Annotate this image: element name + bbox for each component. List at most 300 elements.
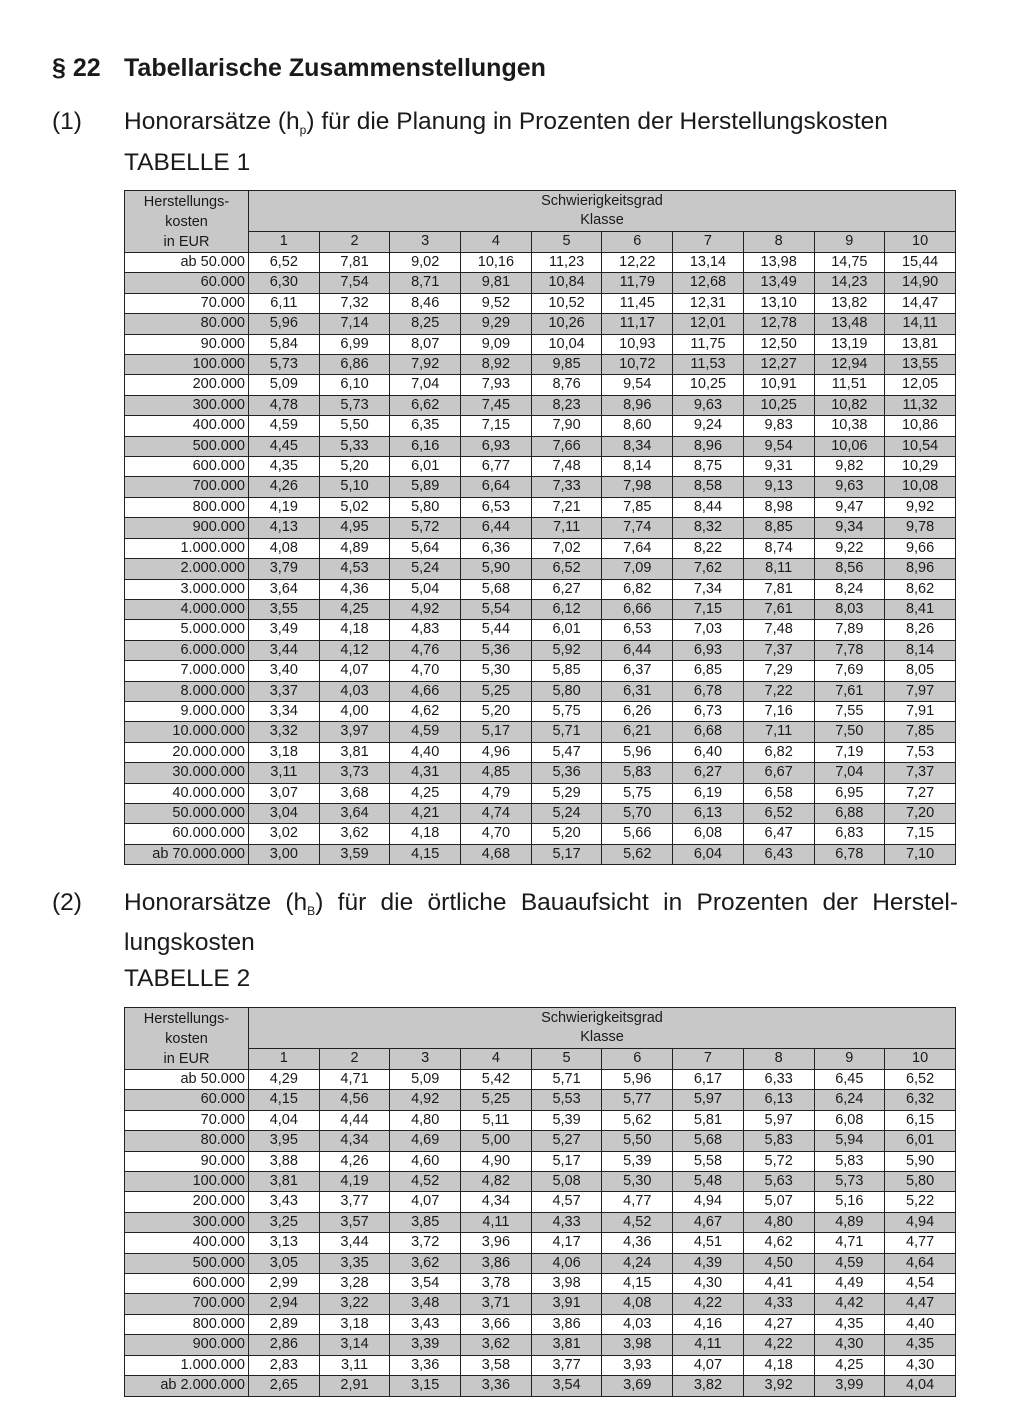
table-row <box>125 416 956 436</box>
rate-cell: 7,15 <box>885 824 956 844</box>
rate-cell: 6,19 <box>673 783 744 803</box>
rate-cell: 4,56 <box>319 1090 390 1110</box>
rate-cell: 4,08 <box>249 538 320 558</box>
rate-cell: 11,79 <box>602 273 673 293</box>
rate-cell: 4,77 <box>602 1192 673 1212</box>
rate-cell: 7,04 <box>390 375 461 395</box>
table-row <box>125 1192 956 1212</box>
rate-cell: 4,76 <box>390 640 461 660</box>
rate-cell: 6,26 <box>602 701 673 721</box>
rate-cell: 3,14 <box>319 1335 390 1355</box>
table-row <box>125 1212 956 1232</box>
rate-cell: 13,14 <box>673 253 744 273</box>
rate-cell: 4,62 <box>390 701 461 721</box>
rate-cell: 4,16 <box>673 1314 744 1334</box>
rate-cell: 7,97 <box>885 681 956 701</box>
cost-cell: 500.000 <box>125 436 249 456</box>
rate-cell: 5,24 <box>531 803 602 823</box>
cost-cell: 3.000.000 <box>125 579 249 599</box>
cost-cell: 200.000 <box>125 1192 249 1212</box>
table-row <box>125 334 956 354</box>
rate-cell: 13,48 <box>814 314 885 334</box>
rate-cell: 15,44 <box>885 253 956 273</box>
rate-cell: 8,34 <box>602 436 673 456</box>
rate-cell: 6,44 <box>461 518 532 538</box>
rate-cell: 10,54 <box>885 436 956 456</box>
rate-cell: 7,09 <box>602 559 673 579</box>
rate-cell: 6,85 <box>673 661 744 681</box>
section-heading <box>52 54 546 83</box>
rate-cell: 4,79 <box>461 783 532 803</box>
rate-cell: 3,91 <box>531 1294 602 1314</box>
cost-column-header: Herstellungs- kosten in EUR <box>125 191 249 253</box>
cost-cell: 4.000.000 <box>125 599 249 619</box>
rate-cell: 3,64 <box>319 803 390 823</box>
rate-cell: 9,13 <box>743 477 814 497</box>
rate-cell: 7,85 <box>602 497 673 517</box>
rate-cell: 8,41 <box>885 599 956 619</box>
rate-cell: 2,89 <box>249 1314 320 1334</box>
rate-cell: 7,61 <box>814 681 885 701</box>
rate-cell: 4,30 <box>673 1274 744 1294</box>
table-row <box>125 1376 956 1396</box>
rate-cell: 6,44 <box>602 640 673 660</box>
rate-cell: 9,63 <box>673 395 744 415</box>
rate-cell: 5,96 <box>602 742 673 762</box>
rate-cell: 4,35 <box>814 1314 885 1334</box>
rate-cell: 4,34 <box>461 1192 532 1212</box>
class-header-6: 6 <box>602 1048 673 1069</box>
rate-cell: 4,59 <box>390 722 461 742</box>
rate-cell: 5,53 <box>531 1090 602 1110</box>
rate-cell: 7,78 <box>814 640 885 660</box>
class-header-2: 2 <box>319 231 390 252</box>
rate-cell: 4,77 <box>885 1233 956 1253</box>
rate-cell: 5,92 <box>531 640 602 660</box>
rate-cell: 4,18 <box>390 824 461 844</box>
rate-cell: 4,47 <box>885 1294 956 1314</box>
rate-cell: 3,96 <box>461 1233 532 1253</box>
rate-cell: 5,72 <box>390 518 461 538</box>
cost-cell: 1.000.000 <box>125 1355 249 1375</box>
cost-cell: 100.000 <box>125 1172 249 1192</box>
rate-cell: 2,91 <box>319 1376 390 1396</box>
table-row <box>125 1151 956 1171</box>
rate-cell: 5,68 <box>673 1131 744 1151</box>
rate-cell: 6,83 <box>814 824 885 844</box>
rate-cell: 6,04 <box>673 844 744 864</box>
rate-cell: 11,23 <box>531 253 602 273</box>
rate-cell: 2,99 <box>249 1274 320 1294</box>
rate-cell: 4,69 <box>390 1131 461 1151</box>
rate-cell: 10,52 <box>531 293 602 313</box>
rate-cell: 5,48 <box>673 1172 744 1192</box>
rate-cell: 9,54 <box>602 375 673 395</box>
rate-cell: 3,59 <box>319 844 390 864</box>
table-row <box>125 1233 956 1253</box>
cost-cell: 7.000.000 <box>125 661 249 681</box>
rate-cell: 7,81 <box>743 579 814 599</box>
table-2 <box>124 1007 956 1397</box>
rate-cell: 7,11 <box>531 518 602 538</box>
rate-cell: 3,98 <box>531 1274 602 1294</box>
rate-cell: 5,62 <box>602 844 673 864</box>
rate-cell: 5,20 <box>319 457 390 477</box>
cost-cell: ab 2.000.000 <box>125 1376 249 1396</box>
rate-cell: 4,26 <box>249 477 320 497</box>
rate-cell: 10,25 <box>673 375 744 395</box>
rate-cell: 6,52 <box>885 1070 956 1090</box>
rate-cell: 7,55 <box>814 701 885 721</box>
class-header-2: 2 <box>319 1048 390 1069</box>
rate-cell: 8,44 <box>673 497 744 517</box>
rate-cell: 9,24 <box>673 416 744 436</box>
rate-cell: 8,76 <box>531 375 602 395</box>
rate-cell: 3,64 <box>249 579 320 599</box>
rate-cell: 5,08 <box>531 1172 602 1192</box>
class-header-7: 7 <box>673 231 744 252</box>
rate-cell: 4,15 <box>390 844 461 864</box>
rate-cell: 4,17 <box>531 1233 602 1253</box>
rate-cell: 9,63 <box>814 477 885 497</box>
rate-cell: 4,06 <box>531 1253 602 1273</box>
rate-cell: 3,79 <box>249 559 320 579</box>
rate-cell: 4,50 <box>743 1253 814 1273</box>
rate-cell: 2,83 <box>249 1355 320 1375</box>
rate-cell: 3,62 <box>461 1335 532 1355</box>
rate-cell: 6,32 <box>885 1090 956 1110</box>
rate-cell: 3,62 <box>319 824 390 844</box>
rate-cell: 4,41 <box>743 1274 814 1294</box>
rate-cell: 7,91 <box>885 701 956 721</box>
rate-cell: 6,13 <box>673 803 744 823</box>
rate-cell: 4,07 <box>319 661 390 681</box>
rate-cell: 7,81 <box>319 253 390 273</box>
rate-cell: 13,82 <box>814 293 885 313</box>
rate-cell: 3,71 <box>461 1294 532 1314</box>
rate-cell: 3,93 <box>602 1355 673 1375</box>
rate-cell: 7,53 <box>885 742 956 762</box>
rate-cell: 5,25 <box>461 1090 532 1110</box>
rate-cell: 13,55 <box>885 355 956 375</box>
rate-cell: 3,85 <box>390 1212 461 1232</box>
rate-cell: 5,90 <box>885 1151 956 1171</box>
rate-cell: 8,24 <box>814 579 885 599</box>
rate-cell: 3,15 <box>390 1376 461 1396</box>
cost-cell: 100.000 <box>125 355 249 375</box>
rate-cell: 5,17 <box>531 1151 602 1171</box>
rate-cell: 6,52 <box>743 803 814 823</box>
rate-cell: 3,68 <box>319 783 390 803</box>
rate-cell: 5,83 <box>743 1131 814 1151</box>
rate-cell: 5,80 <box>885 1172 956 1192</box>
rate-cell: 11,32 <box>885 395 956 415</box>
rate-cell: 7,15 <box>461 416 532 436</box>
rate-cell: 6,21 <box>602 722 673 742</box>
rate-cell: 10,91 <box>743 375 814 395</box>
rate-cell: 3,18 <box>249 742 320 762</box>
rate-cell: 5,29 <box>531 783 602 803</box>
rate-cell: 7,92 <box>390 355 461 375</box>
rate-cell: 3,48 <box>390 1294 461 1314</box>
rate-cell: 2,94 <box>249 1294 320 1314</box>
rate-cell: 3,11 <box>249 763 320 783</box>
rate-cell: 9,85 <box>531 355 602 375</box>
rate-cell: 7,90 <box>531 416 602 436</box>
rate-cell: 5,30 <box>461 661 532 681</box>
rate-cell: 6,77 <box>461 457 532 477</box>
rate-cell: 4,71 <box>814 1233 885 1253</box>
rate-cell: 5,66 <box>602 824 673 844</box>
rate-cell: 6,62 <box>390 395 461 415</box>
rate-cell: 4,94 <box>885 1212 956 1232</box>
rate-cell: 4,66 <box>390 681 461 701</box>
rate-cell: 4,25 <box>319 599 390 619</box>
rate-cell: 6,01 <box>885 1131 956 1151</box>
rate-cell: 5,09 <box>249 375 320 395</box>
rate-cell: 4,29 <box>249 1070 320 1090</box>
rate-cell: 6,93 <box>673 640 744 660</box>
rate-cell: 12,94 <box>814 355 885 375</box>
rate-cell: 7,48 <box>743 620 814 640</box>
rate-cell: 3,92 <box>743 1376 814 1396</box>
table-2-title: TABELLE 2 <box>124 965 251 992</box>
rate-cell: 4,11 <box>461 1212 532 1232</box>
rate-cell: 4,07 <box>673 1355 744 1375</box>
table-row <box>125 355 956 375</box>
rate-cell: 11,51 <box>814 375 885 395</box>
rate-cell: 5,50 <box>602 1131 673 1151</box>
rate-cell: 5,94 <box>814 1131 885 1151</box>
rate-cell: 5,24 <box>390 559 461 579</box>
rate-cell: 3,36 <box>390 1355 461 1375</box>
rate-cell: 6,31 <box>602 681 673 701</box>
cost-cell: 5.000.000 <box>125 620 249 640</box>
table-row <box>125 253 956 273</box>
rate-cell: 6,88 <box>814 803 885 823</box>
rate-cell: 5,97 <box>673 1090 744 1110</box>
rate-cell: 2,65 <box>249 1376 320 1396</box>
table-row <box>125 1314 956 1334</box>
table-row <box>125 803 956 823</box>
rate-cell: 4,36 <box>319 579 390 599</box>
cost-cell: 80.000 <box>125 1131 249 1151</box>
rate-cell: 5,72 <box>743 1151 814 1171</box>
class-header-8: 8 <box>743 1048 814 1069</box>
rate-cell: 7,21 <box>531 497 602 517</box>
cost-cell: 500.000 <box>125 1253 249 1273</box>
rate-cell: 5,97 <box>743 1110 814 1130</box>
rate-cell: 13,10 <box>743 293 814 313</box>
rate-cell: 3,62 <box>390 1253 461 1273</box>
rate-cell: 4,18 <box>319 620 390 640</box>
rate-cell: 4,27 <box>743 1314 814 1334</box>
cost-column-header: Herstellungs- kosten in EUR <box>125 1008 249 1070</box>
rate-cell: 3,86 <box>461 1253 532 1273</box>
cost-cell: 700.000 <box>125 477 249 497</box>
rate-cell: 4,33 <box>531 1212 602 1232</box>
rate-cell: 5,20 <box>531 824 602 844</box>
cost-cell: 20.000.000 <box>125 742 249 762</box>
rate-cell: 6,52 <box>531 559 602 579</box>
rate-cell: 4,25 <box>390 783 461 803</box>
rate-cell: 4,00 <box>319 701 390 721</box>
rate-cell: 4,13 <box>249 518 320 538</box>
rate-cell: 8,96 <box>673 436 744 456</box>
rate-cell: 13,49 <box>743 273 814 293</box>
class-header-4: 4 <box>461 1048 532 1069</box>
rate-cell: 4,31 <box>390 763 461 783</box>
table-row <box>125 1274 956 1294</box>
paragraph-2-number: (2) <box>52 889 82 916</box>
cost-cell: 400.000 <box>125 416 249 436</box>
rate-cell: 3,55 <box>249 599 320 619</box>
rate-cell: 5,84 <box>249 334 320 354</box>
rate-cell: 4,49 <box>814 1274 885 1294</box>
rate-cell: 3,04 <box>249 803 320 823</box>
rate-cell: 11,75 <box>673 334 744 354</box>
rate-cell: 6,33 <box>743 1070 814 1090</box>
cost-cell: 900.000 <box>125 518 249 538</box>
rate-cell: 5,68 <box>461 579 532 599</box>
rate-cell: 9,78 <box>885 518 956 538</box>
paragraph-1-number: (1) <box>52 108 82 135</box>
rate-cell: 4,89 <box>814 1212 885 1232</box>
rate-cell: 4,54 <box>885 1274 956 1294</box>
rate-cell: 12,68 <box>673 273 744 293</box>
rate-cell: 3,44 <box>319 1233 390 1253</box>
cost-cell: 400.000 <box>125 1233 249 1253</box>
rate-cell: 6,53 <box>602 620 673 640</box>
rate-cell: 5,44 <box>461 620 532 640</box>
rate-cell: 5,96 <box>249 314 320 334</box>
cost-cell: 90.000 <box>125 334 249 354</box>
rate-cell: 8,22 <box>673 538 744 558</box>
rate-cell: 6,17 <box>673 1070 744 1090</box>
class-header-9: 9 <box>814 1048 885 1069</box>
class-header-4: 4 <box>461 231 532 252</box>
rate-cell: 4,11 <box>673 1335 744 1355</box>
rate-cell: 6,40 <box>673 742 744 762</box>
rate-cell: 6,47 <box>743 824 814 844</box>
rate-cell: 3,81 <box>531 1335 602 1355</box>
table-row <box>125 844 956 864</box>
rate-cell: 7,48 <box>531 457 602 477</box>
rate-cell: 9,02 <box>390 253 461 273</box>
rate-cell: 6,53 <box>461 497 532 517</box>
cost-cell: 300.000 <box>125 1212 249 1232</box>
cost-cell: 9.000.000 <box>125 701 249 721</box>
rate-cell: 7,14 <box>319 314 390 334</box>
cost-cell: 600.000 <box>125 457 249 477</box>
rate-cell: 8,96 <box>602 395 673 415</box>
rate-cell: 5,80 <box>390 497 461 517</box>
table-row <box>125 1172 956 1192</box>
table-row <box>125 538 956 558</box>
rate-cell: 5,80 <box>531 681 602 701</box>
section-title: Tabellarische Zusammenstellungen <box>124 54 546 82</box>
table-row <box>125 457 956 477</box>
rate-cell: 7,74 <box>602 518 673 538</box>
rate-cell: 5,10 <box>319 477 390 497</box>
rate-cell: 4,03 <box>602 1314 673 1334</box>
cost-cell: 60.000 <box>125 273 249 293</box>
rate-cell: 8,25 <box>390 314 461 334</box>
table-row <box>125 477 956 497</box>
table-row <box>125 1131 956 1151</box>
rate-cell: 12,05 <box>885 375 956 395</box>
rate-cell: 3,43 <box>249 1192 320 1212</box>
cost-cell: 50.000.000 <box>125 803 249 823</box>
rate-cell: 5,75 <box>602 783 673 803</box>
rate-cell: 3,32 <box>249 722 320 742</box>
rate-cell: 5,20 <box>461 701 532 721</box>
rate-cell: 4,42 <box>814 1294 885 1314</box>
rate-cell: 5,07 <box>743 1192 814 1212</box>
rate-cell: 2,86 <box>249 1335 320 1355</box>
rate-cell: 4,95 <box>319 518 390 538</box>
cost-cell: 70.000 <box>125 293 249 313</box>
rate-cell: 5,00 <box>461 1131 532 1151</box>
rate-cell: 12,01 <box>673 314 744 334</box>
rate-cell: 5,54 <box>461 599 532 619</box>
rate-cell: 5,81 <box>673 1110 744 1130</box>
table-row <box>125 824 956 844</box>
rate-cell: 6,30 <box>249 273 320 293</box>
cost-cell: 60.000.000 <box>125 824 249 844</box>
rate-cell: 5,16 <box>814 1192 885 1212</box>
rate-cell: 14,47 <box>885 293 956 313</box>
table-row <box>125 1294 956 1314</box>
rate-cell: 7,03 <box>673 620 744 640</box>
rate-cell: 6,24 <box>814 1090 885 1110</box>
rate-cell: 3,40 <box>249 661 320 681</box>
rate-cell: 6,82 <box>743 742 814 762</box>
table-row <box>125 375 956 395</box>
rate-cell: 13,81 <box>885 334 956 354</box>
rate-cell: 6,99 <box>319 334 390 354</box>
rate-cell: 7,85 <box>885 722 956 742</box>
cost-cell: ab 50.000 <box>125 253 249 273</box>
rate-cell: 3,13 <box>249 1233 320 1253</box>
rate-cell: 4,52 <box>602 1212 673 1232</box>
cost-cell: ab 70.000.000 <box>125 844 249 864</box>
rate-cell: 9,22 <box>814 538 885 558</box>
rate-cell: 3,77 <box>531 1355 602 1375</box>
rate-cell: 3,57 <box>319 1212 390 1232</box>
cost-cell: 1.000.000 <box>125 538 249 558</box>
rate-cell: 5,30 <box>602 1172 673 1192</box>
rate-cell: 6,01 <box>531 620 602 640</box>
rate-cell: 3,77 <box>319 1192 390 1212</box>
rate-cell: 7,45 <box>461 395 532 415</box>
rate-cell: 8,11 <box>743 559 814 579</box>
rate-cell: 4,33 <box>743 1294 814 1314</box>
rate-cell: 7,34 <box>673 579 744 599</box>
rate-cell: 4,34 <box>319 1131 390 1151</box>
rate-cell: 8,56 <box>814 559 885 579</box>
rate-cell: 6,66 <box>602 599 673 619</box>
rate-cell: 6,10 <box>319 375 390 395</box>
rate-cell: 4,24 <box>602 1253 673 1273</box>
rate-cell: 7,20 <box>885 803 956 823</box>
table-row <box>125 620 956 640</box>
cost-cell: 80.000 <box>125 314 249 334</box>
class-header-6: 6 <box>602 231 673 252</box>
rate-cell: 7,32 <box>319 293 390 313</box>
rate-cell: 4,25 <box>814 1355 885 1375</box>
rate-cell: 5,96 <box>602 1070 673 1090</box>
